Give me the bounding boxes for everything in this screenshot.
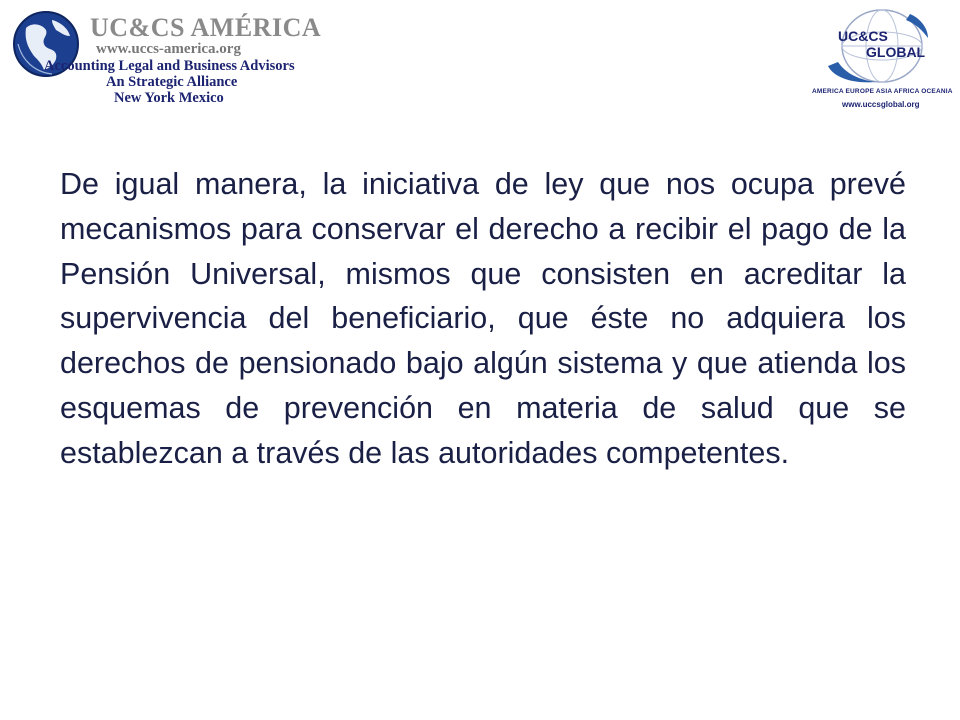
uccs-global-logo xyxy=(800,8,956,116)
brand-alliance: An Strategic Alliance xyxy=(106,74,238,90)
brand-url[interactable]: www.uccs-america.org xyxy=(96,41,241,57)
continents-list: AMERICA EUROPE ASIA AFRICA OCEANIA xyxy=(812,88,953,95)
global-url[interactable]: www.uccsglobal.org xyxy=(842,100,920,109)
brand-locations: New York Mexico xyxy=(114,90,224,106)
brand-title: UC&CS AMÉRICA xyxy=(90,13,322,42)
global-brand: UC&CS xyxy=(838,28,888,44)
body-paragraph: De igual manera, la iniciativa de ley que nos ocupa prevé mecanismos para conservar el derecho a recibir el pago de la Pensión Universal, mismos que consisten en acreditar la supervivencia del beneficiario, que éste no adquiera los derechos de pensionado bajo algún sistema y que atienda los esquemas de prevención en materia de salud que se establezcan a través de las autoridades competentes. xyxy=(60,167,906,470)
uccs-america-logo xyxy=(12,10,322,106)
global-word: GLOBAL xyxy=(866,44,926,60)
brand-tagline: Accounting Legal and Business Advisors xyxy=(44,58,295,74)
